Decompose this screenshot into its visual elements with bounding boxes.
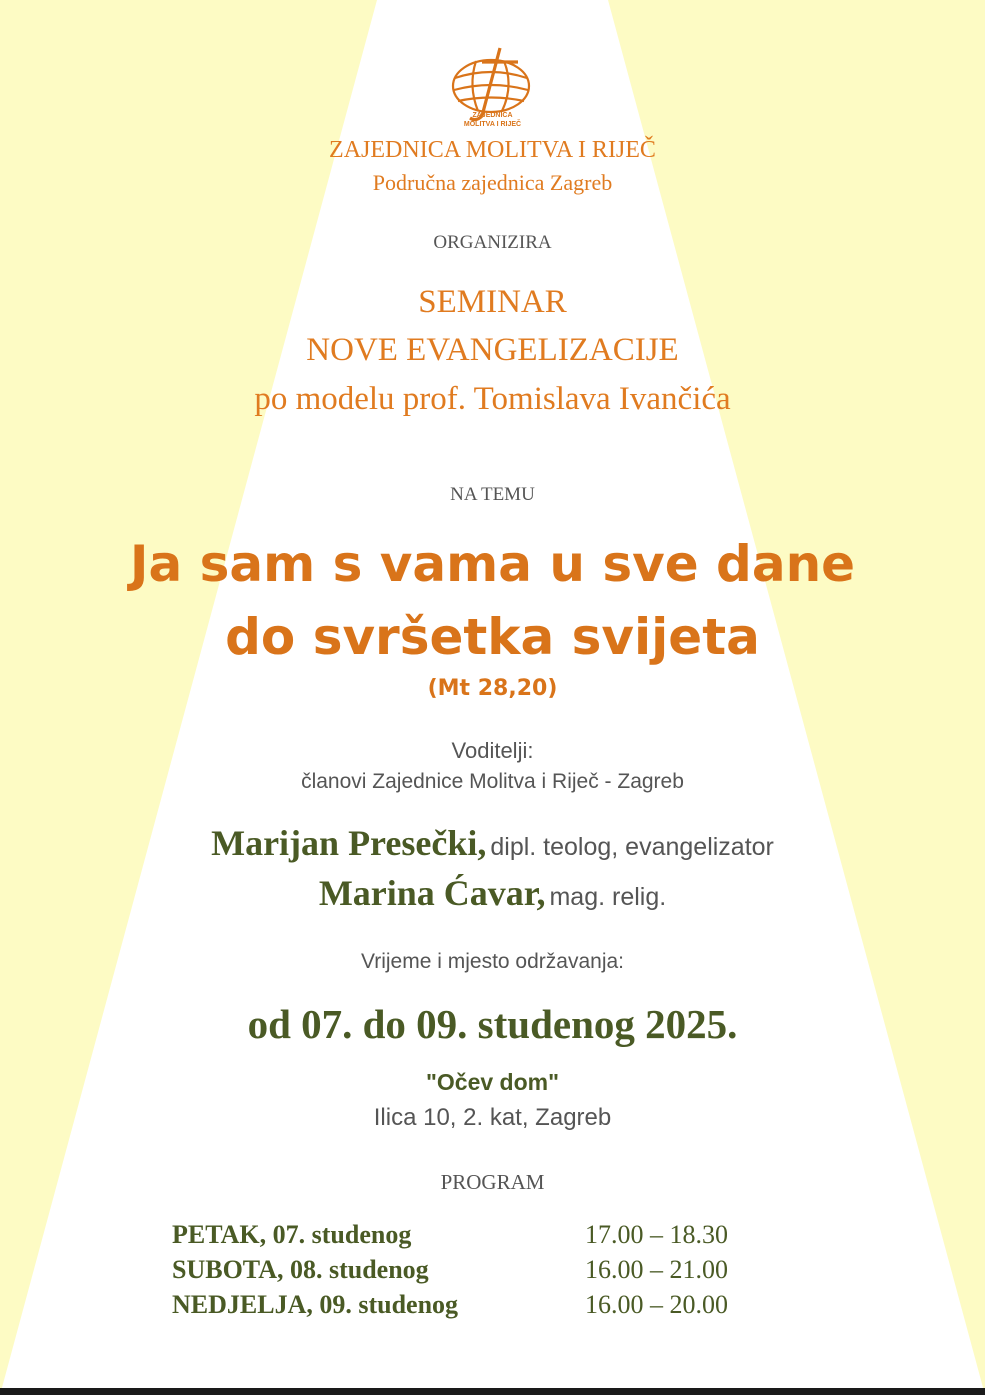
seminar-line-3: po modelu prof. Tomislava Ivančića bbox=[254, 381, 731, 417]
logo-text-line2: MOLITVA I RIJEČ bbox=[463, 121, 522, 128]
organization-name: ZAJEDNICA MOLITVA I RIJEČ bbox=[329, 137, 656, 163]
leaders-members: članovi Zajednice Molitva i Riječ - Zagreb bbox=[301, 770, 684, 793]
program-day-2: SUBOTA, 08. studenog bbox=[172, 1255, 429, 1284]
program-day-1: PETAK, 07. studenog bbox=[172, 1220, 412, 1249]
theme-title-line-1: Ja sam s vama u sve dane bbox=[129, 535, 856, 593]
leader-1-name: Marijan Presečki, bbox=[211, 823, 487, 863]
event-venue: "Očev dom" bbox=[425, 1069, 559, 1095]
leader-1 bbox=[0, 822, 985, 864]
seminar-line-1: SEMINAR bbox=[418, 284, 567, 320]
time-place-label: Vrijeme i mjesto održavanja: bbox=[361, 950, 624, 973]
program-day-3: NEDJELJA, 09. studenog bbox=[172, 1290, 459, 1319]
logo-text-line1: ZAJEDNICA bbox=[472, 112, 513, 119]
bible-reference: (Mt 28,20) bbox=[427, 676, 558, 701]
event-address: Ilica 10, 2. kat, Zagreb bbox=[373, 1104, 612, 1131]
program-time-3: 16.00 – 20.00 bbox=[585, 1290, 728, 1319]
program-time-2: 16.00 – 21.00 bbox=[585, 1255, 728, 1284]
leader-2-role: mag. relig. bbox=[549, 883, 667, 911]
bottom-border bbox=[0, 1388, 985, 1395]
theme-label: NA TEMU bbox=[450, 484, 535, 505]
theme-title-line-2: do svršetka svijeta bbox=[225, 608, 760, 666]
organization-subtitle: Područna zajednica Zagreb bbox=[372, 170, 613, 195]
organizes-label: ORGANIZIRA bbox=[433, 232, 552, 253]
event-dates: od 07. do 09. studenog 2025. bbox=[247, 1001, 738, 1047]
leader-2 bbox=[0, 872, 985, 914]
leaders-label: Voditelji: bbox=[451, 738, 534, 763]
leader-1-role: dipl. teolog, evangelizator bbox=[490, 833, 774, 861]
leader-2-name: Marina Ćavar, bbox=[318, 873, 546, 913]
seminar-line-2: NOVE EVANGELIZACIJE bbox=[306, 332, 679, 368]
program-label: PROGRAM bbox=[440, 1170, 545, 1194]
program-time-1: 17.00 – 18.30 bbox=[585, 1220, 728, 1249]
